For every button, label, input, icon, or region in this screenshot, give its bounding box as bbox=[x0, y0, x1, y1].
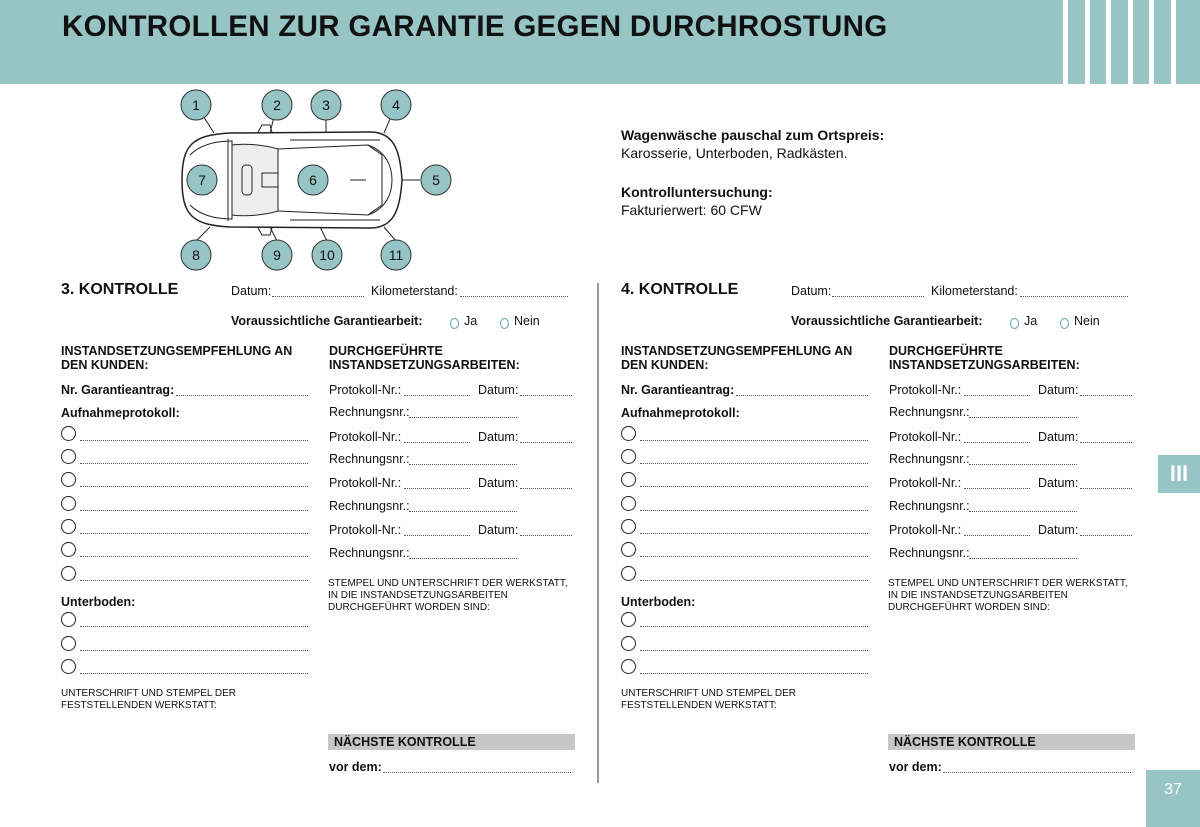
checkbox[interactable] bbox=[61, 426, 76, 441]
invoice-field[interactable] bbox=[409, 464, 517, 465]
column-divider bbox=[597, 283, 599, 783]
left-heading-2: DEN KUNDEN: bbox=[621, 358, 709, 372]
record-label: Aufnahmeprotokoll: bbox=[621, 406, 740, 420]
date-field[interactable] bbox=[272, 296, 364, 297]
entry-line[interactable] bbox=[640, 673, 868, 674]
entry-line[interactable] bbox=[640, 510, 868, 511]
checkbox[interactable] bbox=[61, 449, 76, 464]
wash-text: Karosserie, Unterboden, Radkästen. bbox=[621, 145, 848, 161]
due-field[interactable] bbox=[383, 772, 571, 773]
entry-line[interactable] bbox=[80, 673, 308, 674]
radio-yes[interactable] bbox=[1010, 318, 1019, 329]
protocol-label: Protokoll-Nr.: bbox=[329, 523, 402, 537]
stamp-text-3: DURCHGEFÜHRT WORDEN SIND: bbox=[328, 602, 490, 613]
invoice-field[interactable] bbox=[409, 511, 517, 512]
protocol-field[interactable] bbox=[964, 442, 1030, 443]
date-field[interactable] bbox=[832, 296, 924, 297]
warranty-label: Voraussichtliche Garantiearbeit: bbox=[231, 314, 423, 328]
datum-label: Datum: bbox=[478, 523, 519, 537]
invoice-label: Rechnungsnr.: bbox=[889, 546, 970, 560]
datum-label: Datum: bbox=[1038, 383, 1079, 397]
datum-field[interactable] bbox=[520, 535, 572, 536]
due-field[interactable] bbox=[943, 772, 1131, 773]
stamp-text-3: DURCHGEFÜHRT WORDEN SIND: bbox=[888, 602, 1050, 613]
checkbox[interactable] bbox=[621, 636, 636, 651]
invoice-label: Rechnungsnr.: bbox=[329, 405, 410, 419]
invoice-label: Rechnungsnr.: bbox=[889, 452, 970, 466]
signature-text-2: FESTSTELLENDEN WERKSTATT: bbox=[61, 700, 217, 711]
stamp-text-2: IN DIE INSTANDSETZUNGSARBEITEN bbox=[328, 590, 508, 601]
callout-label: 6 bbox=[309, 172, 317, 188]
record-label: Aufnahmeprotokoll: bbox=[61, 406, 180, 420]
section-tab: III bbox=[1158, 455, 1200, 493]
check-title: Kontrolluntersuchung: bbox=[621, 184, 773, 200]
form-title: 4. KONTROLLE bbox=[621, 281, 739, 298]
form-title: 3. KONTROLLE bbox=[61, 281, 179, 298]
header-stripe bbox=[1128, 0, 1133, 84]
checkbox[interactable] bbox=[61, 519, 76, 534]
right-heading-1: DURCHGEFÜHRTE bbox=[889, 344, 1003, 358]
due-label: vor dem: bbox=[889, 760, 942, 774]
callout-label: 4 bbox=[392, 97, 400, 113]
checkbox[interactable] bbox=[621, 659, 636, 674]
checkbox[interactable] bbox=[621, 449, 636, 464]
invoice-label: Rechnungsnr.: bbox=[329, 452, 410, 466]
left-heading-1: INSTANDSETZUNGSEMPFEHLUNG AN bbox=[621, 344, 853, 358]
datum-field[interactable] bbox=[520, 442, 572, 443]
datum-label: Datum: bbox=[478, 383, 519, 397]
page-number: 37 bbox=[1146, 770, 1200, 827]
radio-no[interactable] bbox=[500, 318, 509, 329]
entry-line[interactable] bbox=[640, 486, 868, 487]
callout-label: 8 bbox=[192, 247, 200, 263]
datum-label: Datum: bbox=[1038, 476, 1079, 490]
stamp-text-1: STEMPEL UND UNTERSCHRIFT DER WERKSTATT, bbox=[328, 578, 568, 589]
checkbox[interactable] bbox=[621, 519, 636, 534]
km-field[interactable] bbox=[1020, 296, 1128, 297]
callout-label: 7 bbox=[198, 172, 206, 188]
checkbox[interactable] bbox=[61, 496, 76, 511]
left-heading-2: DEN KUNDEN: bbox=[61, 358, 149, 372]
callout-label: 5 bbox=[432, 172, 440, 188]
entry-line[interactable] bbox=[640, 440, 868, 441]
invoice-field[interactable] bbox=[969, 464, 1077, 465]
right-heading-2: INSTANDSETZUNGSARBEITEN: bbox=[329, 358, 520, 372]
checkbox[interactable] bbox=[621, 542, 636, 557]
invoice-label: Rechnungsnr.: bbox=[329, 546, 410, 560]
date-label: Datum: bbox=[791, 284, 832, 298]
protocol-label: Protokoll-Nr.: bbox=[329, 430, 402, 444]
entry-line[interactable] bbox=[80, 650, 308, 651]
invoice-field[interactable] bbox=[969, 511, 1077, 512]
entry-line[interactable] bbox=[640, 626, 868, 627]
callout-label: 3 bbox=[322, 97, 330, 113]
entry-line[interactable] bbox=[640, 556, 868, 557]
page-title: KONTROLLEN ZUR GARANTIE GEGEN DURCHROSTUNG bbox=[62, 10, 888, 43]
invoice-field[interactable] bbox=[409, 558, 517, 559]
invoice-label: Rechnungsnr.: bbox=[329, 499, 410, 513]
km-label: Kilometerstand: bbox=[931, 284, 1018, 298]
callout-label: 2 bbox=[273, 97, 281, 113]
claim-label: Nr. Garantieantrag: bbox=[61, 383, 175, 397]
wash-title: Wagenwäsche pauschal zum Ortspreis: bbox=[621, 127, 885, 143]
radio-no-label: Nein bbox=[1074, 314, 1100, 328]
km-label: Kilometerstand: bbox=[371, 284, 458, 298]
callout-label: 9 bbox=[273, 247, 281, 263]
header-stripe bbox=[1171, 0, 1176, 84]
stamp-text-2: IN DIE INSTANDSETZUNGSARBEITEN bbox=[888, 590, 1068, 601]
radio-no[interactable] bbox=[1060, 318, 1069, 329]
km-field[interactable] bbox=[460, 296, 568, 297]
datum-field[interactable] bbox=[1080, 442, 1132, 443]
datum-field[interactable] bbox=[1080, 535, 1132, 536]
checkbox[interactable] bbox=[621, 496, 636, 511]
stamp-text-1: STEMPEL UND UNTERSCHRIFT DER WERKSTATT, bbox=[888, 578, 1128, 589]
next-check-bar: NÄCHSTE KONTROLLE bbox=[888, 734, 1135, 750]
radio-yes-label: Ja bbox=[464, 314, 478, 328]
claim-field[interactable] bbox=[736, 395, 868, 396]
checkbox[interactable] bbox=[621, 426, 636, 441]
entry-line[interactable] bbox=[640, 533, 868, 534]
protocol-field[interactable] bbox=[404, 442, 470, 443]
header-stripe bbox=[1106, 0, 1111, 84]
protocol-field[interactable] bbox=[964, 488, 1030, 489]
checkbox[interactable] bbox=[61, 566, 76, 581]
entry-line[interactable] bbox=[80, 440, 308, 441]
checkbox[interactable] bbox=[621, 472, 636, 487]
checkbox[interactable] bbox=[61, 659, 76, 674]
checkbox[interactable] bbox=[61, 542, 76, 557]
entry-line[interactable] bbox=[80, 556, 308, 557]
claim-label: Nr. Garantieantrag: bbox=[621, 383, 735, 397]
entry-line[interactable] bbox=[640, 650, 868, 651]
check-text: Fakturierwert: 60 CFW bbox=[621, 202, 762, 218]
signature-text-2: FESTSTELLENDEN WERKSTATT: bbox=[621, 700, 777, 711]
radio-yes[interactable] bbox=[450, 318, 459, 329]
date-label: Datum: bbox=[231, 284, 272, 298]
callout-label: 10 bbox=[319, 247, 335, 263]
callout-label: 11 bbox=[388, 247, 404, 263]
datum-field[interactable] bbox=[1080, 395, 1132, 396]
invoice-label: Rechnungsnr.: bbox=[889, 405, 970, 419]
protocol-field[interactable] bbox=[964, 395, 1030, 396]
next-check-bar: NÄCHSTE KONTROLLE bbox=[328, 734, 575, 750]
callout-label: 1 bbox=[192, 97, 200, 113]
datum-label: Datum: bbox=[478, 430, 519, 444]
protocol-label: Protokoll-Nr.: bbox=[329, 383, 402, 397]
invoice-field[interactable] bbox=[409, 417, 517, 418]
left-heading-1: INSTANDSETZUNGSEMPFEHLUNG AN bbox=[61, 344, 293, 358]
car-diagram bbox=[170, 85, 460, 275]
entry-line[interactable] bbox=[640, 463, 868, 464]
radio-no-label: Nein bbox=[514, 314, 540, 328]
protocol-label: Protokoll-Nr.: bbox=[889, 383, 962, 397]
entry-line[interactable] bbox=[80, 510, 308, 511]
right-heading-1: DURCHGEFÜHRTE bbox=[329, 344, 443, 358]
entry-line[interactable] bbox=[80, 533, 308, 534]
claim-field[interactable] bbox=[176, 395, 308, 396]
protocol-field[interactable] bbox=[964, 535, 1030, 536]
entry-line[interactable] bbox=[80, 626, 308, 627]
entry-line[interactable] bbox=[80, 463, 308, 464]
datum-field[interactable] bbox=[520, 395, 572, 396]
protocol-field[interactable] bbox=[404, 535, 470, 536]
protocol-label: Protokoll-Nr.: bbox=[889, 476, 962, 490]
checkbox[interactable] bbox=[621, 566, 636, 581]
entry-line[interactable] bbox=[80, 486, 308, 487]
invoice-field[interactable] bbox=[969, 558, 1077, 559]
radio-yes-label: Ja bbox=[1024, 314, 1038, 328]
signature-text-1: UNTERSCHRIFT UND STEMPEL DER bbox=[621, 688, 797, 699]
protocol-label: Protokoll-Nr.: bbox=[889, 430, 962, 444]
datum-label: Datum: bbox=[1038, 523, 1079, 537]
due-label: vor dem: bbox=[329, 760, 382, 774]
signature-text-1: UNTERSCHRIFT UND STEMPEL DER bbox=[61, 688, 237, 699]
datum-label: Datum: bbox=[1038, 430, 1079, 444]
checkbox[interactable] bbox=[621, 612, 636, 627]
checkbox[interactable] bbox=[61, 636, 76, 651]
invoice-field[interactable] bbox=[969, 417, 1077, 418]
header-stripe bbox=[1063, 0, 1068, 84]
datum-field[interactable] bbox=[520, 488, 572, 489]
page-header bbox=[0, 0, 1200, 84]
invoice-label: Rechnungsnr.: bbox=[889, 499, 970, 513]
header-stripe bbox=[1085, 0, 1090, 84]
entry-line[interactable] bbox=[80, 580, 308, 581]
protocol-label: Protokoll-Nr.: bbox=[329, 476, 402, 490]
underbody-label: Unterboden: bbox=[621, 595, 696, 609]
protocol-field[interactable] bbox=[404, 395, 470, 396]
protocol-field[interactable] bbox=[404, 488, 470, 489]
underbody-label: Unterboden: bbox=[61, 595, 136, 609]
datum-field[interactable] bbox=[1080, 488, 1132, 489]
protocol-label: Protokoll-Nr.: bbox=[889, 523, 962, 537]
right-heading-2: INSTANDSETZUNGSARBEITEN: bbox=[889, 358, 1080, 372]
warranty-label: Voraussichtliche Garantiearbeit: bbox=[791, 314, 983, 328]
header-stripe bbox=[1149, 0, 1154, 84]
entry-line[interactable] bbox=[640, 580, 868, 581]
checkbox[interactable] bbox=[61, 472, 76, 487]
datum-label: Datum: bbox=[478, 476, 519, 490]
checkbox[interactable] bbox=[61, 612, 76, 627]
